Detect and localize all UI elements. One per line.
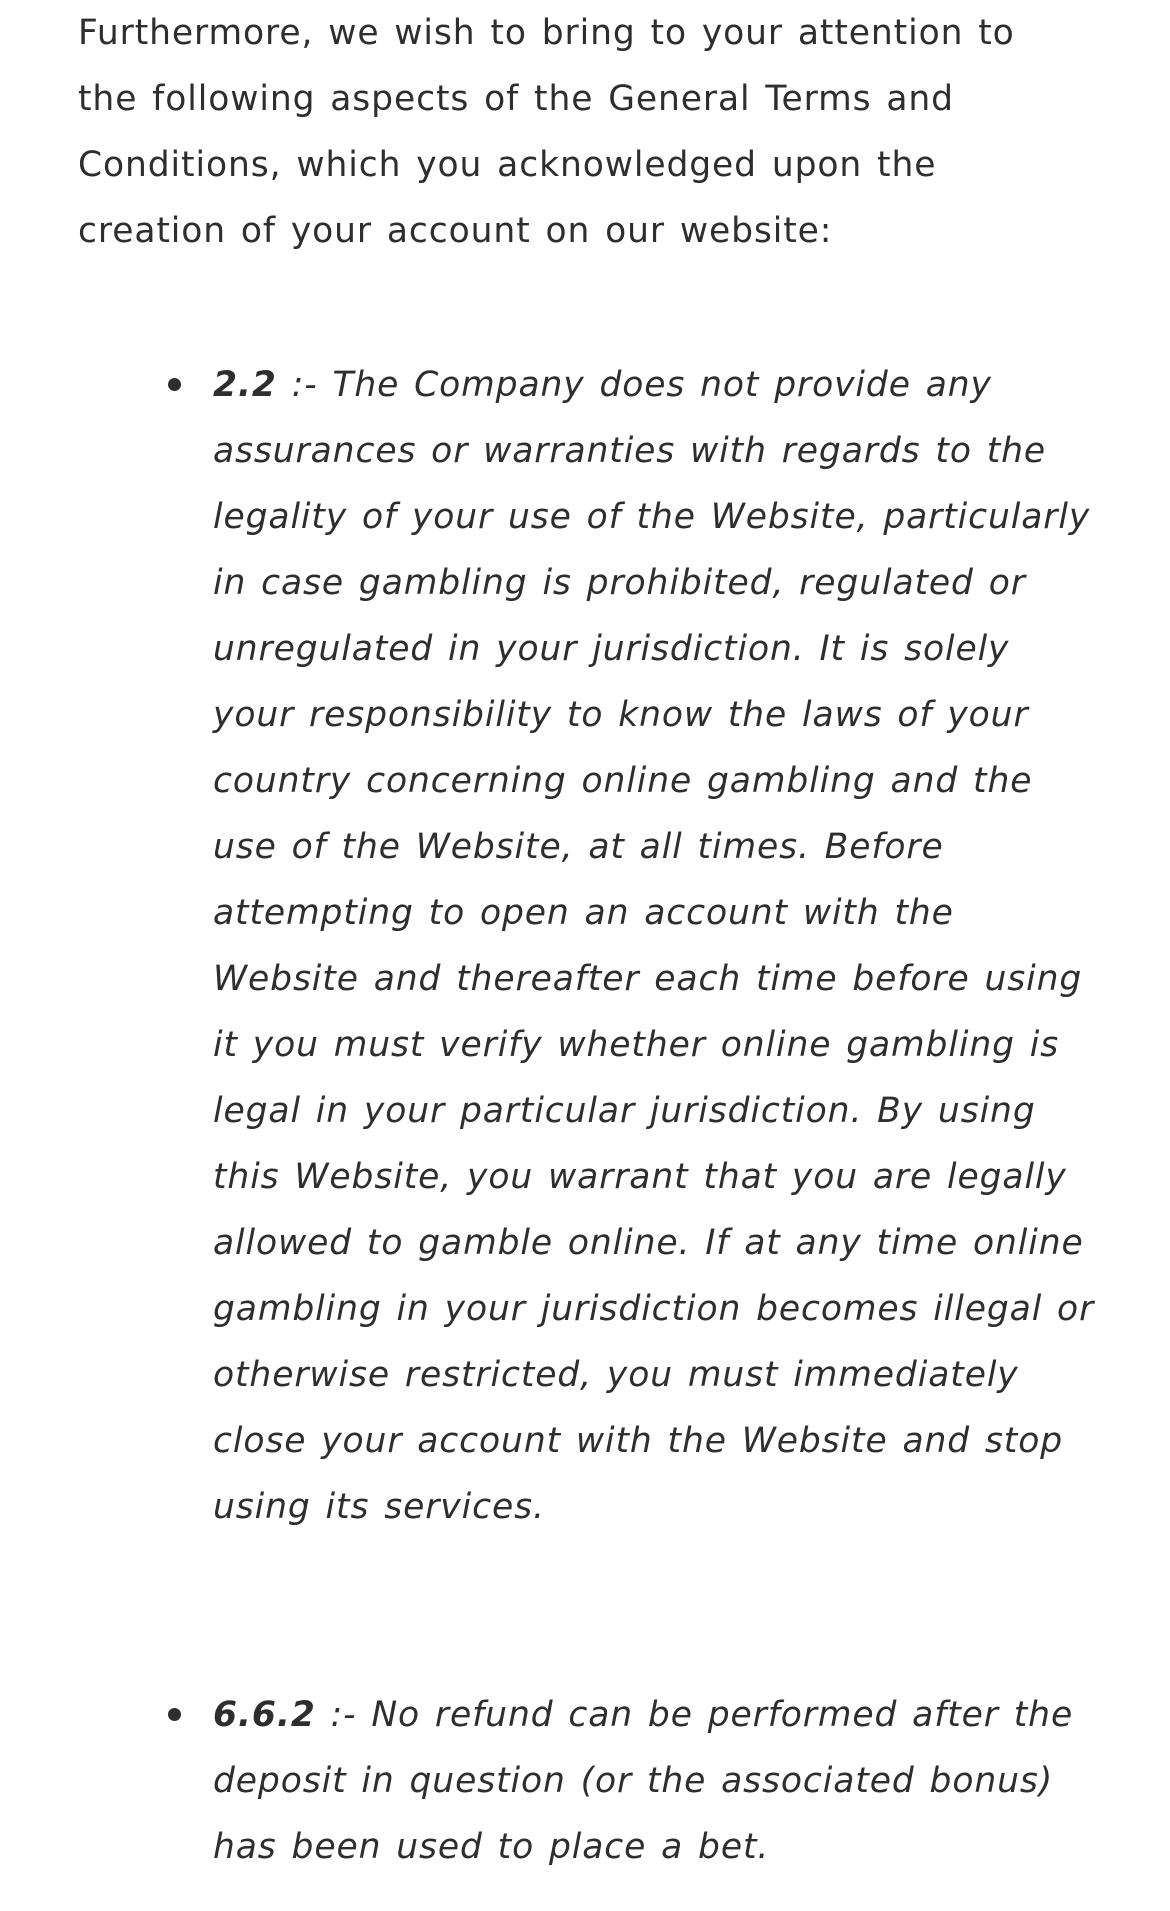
term-separator: :- — [276, 365, 333, 405]
bullet-icon — [168, 378, 181, 391]
bullet-icon — [168, 1708, 181, 1721]
intro-paragraph: Furthermore, we wish to bring to your attention to the following aspects of the General Terms and Conditions, which you acknowledged upon the creation of your account on our website: — [78, 13, 1015, 251]
term-paragraph — [213, 1682, 1103, 1880]
term-body: No refund can be performed after the deposit in question (or the associated bonus) has been used to place a bet. — [213, 1695, 1074, 1867]
term-number: 6.6.2 — [213, 1695, 316, 1735]
term-body: The Company does not provide any assurances or warranties with regards to the legality of your use of the Website, particularly in case gambling is prohibited, regulated or unregulated in your jurisdiction. It is solely your responsibility to know the laws of your country concerning online gambling and the use of the Website, at all times. Before attempting to open an account with the Website and thereafter each time before using it you must verify whether online gambling is legal in your particular jurisdiction. By using this Website, you warrant that you are legally allowed to gamble online. If at any time online gambling in your jurisdiction becomes illegal or otherwise restricted, you must immediately close your account with the Website and stop using its services. — [213, 365, 1095, 1527]
term-number: 2.2 — [213, 365, 277, 405]
term-paragraph — [213, 352, 1103, 1540]
term-separator: :- — [315, 1695, 372, 1735]
